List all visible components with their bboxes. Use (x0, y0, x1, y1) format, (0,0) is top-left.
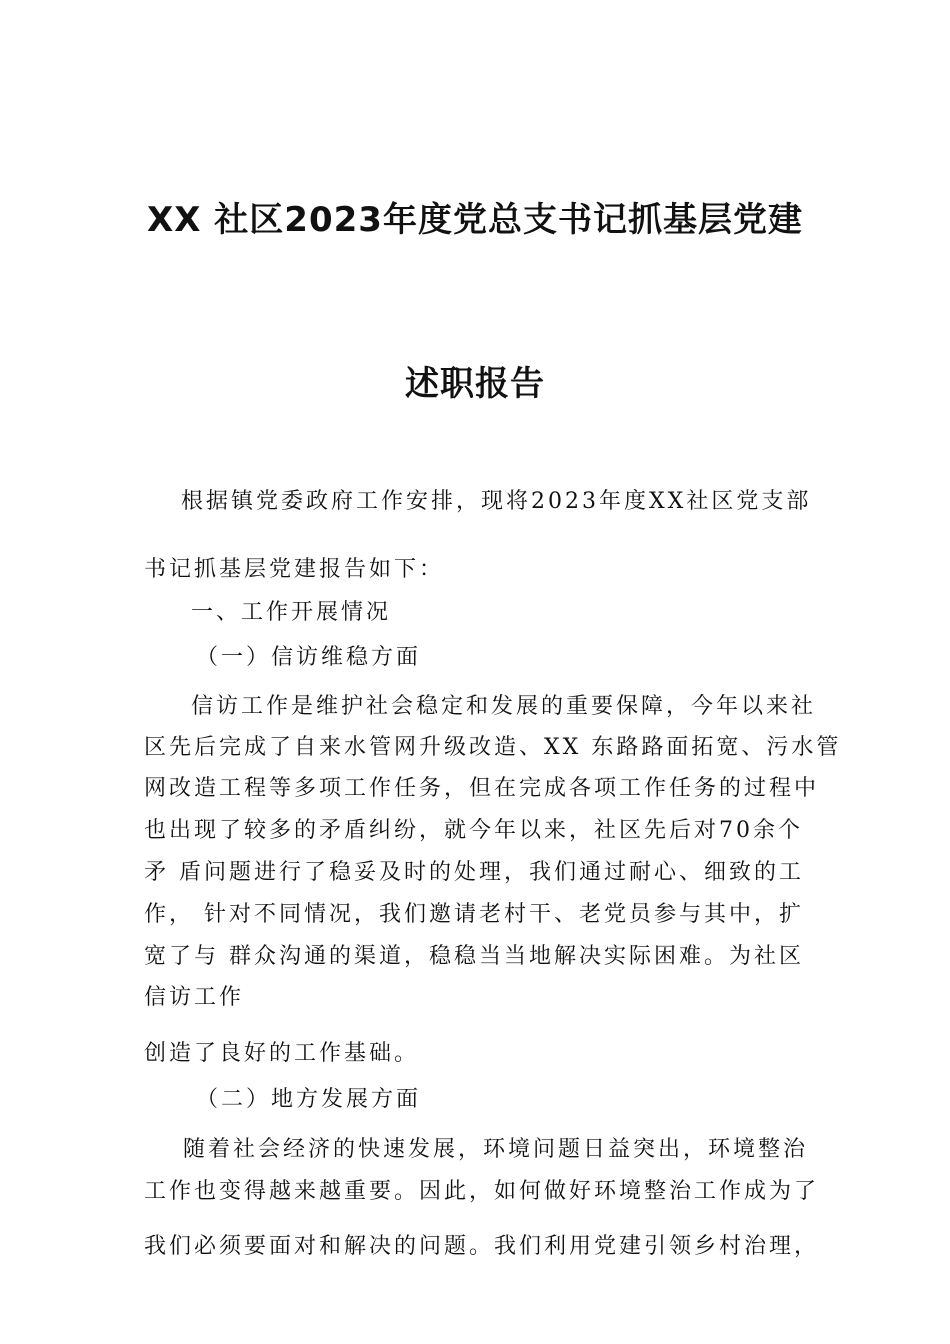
document-title-line-2: 述职报告 (405, 364, 545, 404)
subsection-heading: （二）地方发展方面 (196, 1087, 422, 1112)
paragraph-line: 信访工作 (144, 985, 245, 1010)
paragraph-line: 矛 盾问题进行了稳妥及时的处理，我们通过耐心、细致的工 (144, 860, 804, 885)
paragraph-line: 宽了与 群众沟通的渠道，稳稳当当地解决实际困难。为社区 (144, 944, 804, 969)
subsection-heading: （一）信访维稳方面 (196, 645, 422, 670)
paragraph-line: 网改造工程等多项工作任务，但在完成各项工作任务的过程中 (144, 776, 820, 801)
paragraph-line: 区先后完成了自来水管网升级改造、XX 东路路面拓宽、污水管 (144, 735, 842, 760)
paragraph-line: 我们必须要面对和解决的问题。我们利用党建引领乡村治理， (144, 1234, 820, 1259)
paragraph-line: 创造了良好的工作基础。 (144, 1041, 420, 1066)
paragraph-line: 书记抓基层党建报告如下： (144, 557, 445, 582)
paragraph-line: 作， 针对不同情况，我们邀请老村干、老党员参与其中，扩 (144, 902, 804, 927)
paragraph-line: 信访工作是维护社会稳定和发展的重要保障，今年以来社 (191, 694, 817, 719)
document-title-line-1: XX 社区2023年度党总支书记抓基层党建 (147, 200, 803, 240)
paragraph-line: 随着社会经济的快速发展，环境问题日益突出，环境整治 (183, 1137, 809, 1162)
paragraph-line: 根据镇党委政府工作安排，现将2023年度XX社区党支部 (181, 489, 812, 514)
paragraph-line: 工作也变得越来越重要。因此，如何做好环境整治工作成为了 (144, 1179, 820, 1204)
paragraph-line: 也出现了较多的矛盾纠纷，就今年以来，社区先后对70余个 (144, 818, 803, 843)
section-heading: 一、工作开展情况 (191, 600, 392, 625)
